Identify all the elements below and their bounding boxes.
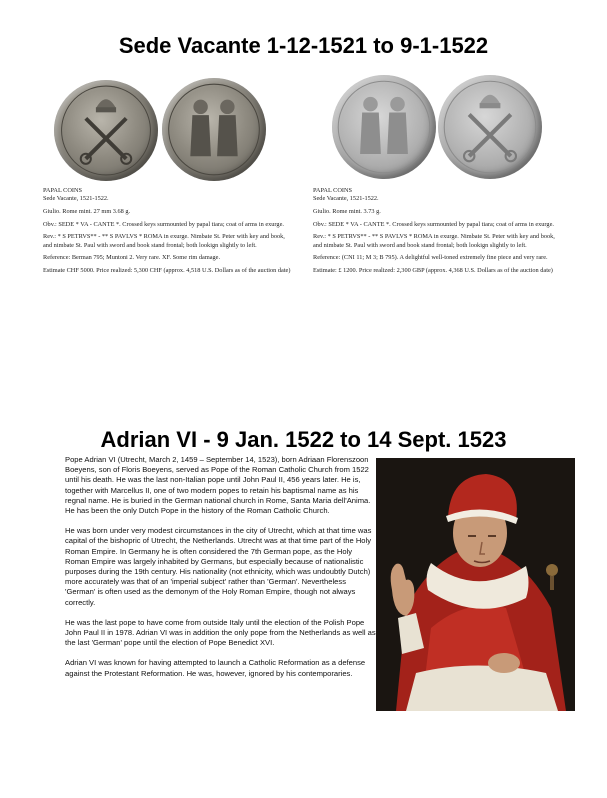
coin-left-reverse	[162, 78, 266, 181]
coin-left-estimate: Estimate CHF 5000. Price realized: 5,300 CHF (approx. 4,518 U.S. Dollars as of the auction date)	[43, 266, 291, 274]
bio-paragraph: Pope Adrian VI (Utrecht, March 2, 1459 – September 14, 1523), born Adriaan Florenszoon Boeyens, son of Floris Boeyens, served as Pope of the Roman Catholic Church from 1522 until his death. He was the last non-Italian pope until John Paul II, 456 years later. He is, together with Marcellus II, one of two modern popes to retain his baptismal name as his regnal name. He is buried in the German national church in Rome, Santa Maria dell'Anima. He has been the only Dutch Pope in the history of the Roman Catholic Church.	[65, 455, 371, 516]
coin-right-reverse-text: Rev.: * S PETRVS** - ** S PAVLVS * ROMA in exurge. Nimbate St. Peter with key and book, and nimbate St. Paul with sword and book stand frontal; both lookign slightly to left.	[313, 233, 555, 249]
coin-right-obverse-text: Obv.: SEDE * VA - CANTE *. Crossed keys surmounted by papal tiara; coat of arms in exurge.	[313, 220, 554, 228]
adrian-vi-portrait	[376, 458, 575, 711]
coin-left-denomination: Giulio. Rome mint. 27 mm 3.68 g.	[43, 208, 131, 215]
sede-vacante-heading: Sede Vacante 1-12-1521 to 9-1-1522	[118, 33, 489, 58]
coin-right-description	[313, 187, 565, 279]
coin-left-obverse	[54, 80, 158, 181]
coin-left-reverse-text: Rev.: * S PETRVS** - ** S PAVLVS * ROMA in exurge. Nimbate St. Peter with key and book, and nimbate St. Paul with sword and book stand frontal; both lookign slightly to left.	[43, 233, 285, 249]
adrian-vi-heading: Adrian VI - 9 Jan. 1522 to 14 Sept. 1523	[100, 427, 507, 452]
coin-right-denomination: Giulio. Rome mint. 3.73 g.	[313, 208, 381, 215]
coin-right-estimate: Estimate: £ 1200. Price realized: 2,300 GBP (approx. 4,368 U.S. Dollars as of the auction date)	[313, 266, 553, 274]
coin-right-category: PAPAL COINS	[313, 187, 353, 194]
coin-left-description	[43, 187, 291, 279]
crossed-keys-tiara-icon	[54, 80, 158, 181]
coin-right-reference: Reference: (CNI 11; M 3; B 795). A delightful well-toned extremely fine piece and very rare.	[313, 254, 548, 262]
coin-left-category: PAPAL COINS	[43, 187, 83, 194]
saints-peter-paul-icon	[332, 75, 436, 179]
adrian-biography	[65, 455, 378, 689]
bio-paragraph: Adrian VI was known for having attempted to launch a Catholic Reformation as a defense against the Protestant Reformation. He was, however, ignored by his contemporaries.	[65, 658, 366, 678]
coin-left-obverse-text: Obv.: SEDE * VA - CANTE *. Crossed keys surmounted by papal tiara; coat of arms in exurge.	[43, 220, 284, 228]
crossed-keys-tiara-icon	[438, 75, 542, 179]
coin-left-period: Sede Vacante, 1521-1522.	[43, 195, 109, 203]
bio-paragraph: He was the last pope to have come from outside Italy until the election of the Polish Pope John Paul II in 1978. Adrian VI was in addition the only pope from the Netherlands as well as the last 'German' pope until the election of Pope Benedict XVI.	[65, 617, 376, 648]
coin-right-obverse	[332, 75, 436, 179]
coin-left-images	[52, 74, 267, 184]
coin-left-reference: Reference: Berman 795; Muntoni 2. Very rare. XF. Some rim damage.	[43, 254, 221, 262]
coin-right-period: Sede Vacante, 1521-1522.	[313, 195, 379, 203]
coin-right-reverse	[438, 75, 542, 179]
coin-right-images	[332, 72, 542, 182]
saints-peter-paul-icon	[162, 78, 266, 181]
pope-portrait-icon	[376, 458, 575, 711]
bio-paragraph: He was born under very modest circumstances in the city of Utrecht, which at that time was capital of the bishopric of Utrecht, the Netherlands. Utrecht was at that time part of the Holy Roman Empire. In Germany he is often considered the 7th German pope, as the Holy Roman Empire was largely inhabited by Germans, but especially because of nationalistic purposes during the 19th century. His nationality (not ethnicity, which was undoubtly Dutch) more accurately was that of an 'imperial subject' rather than 'German'. Nevertheless 'German' is often used as the demonym of the Holy Roman Empire, though not always correctly.	[65, 526, 372, 607]
